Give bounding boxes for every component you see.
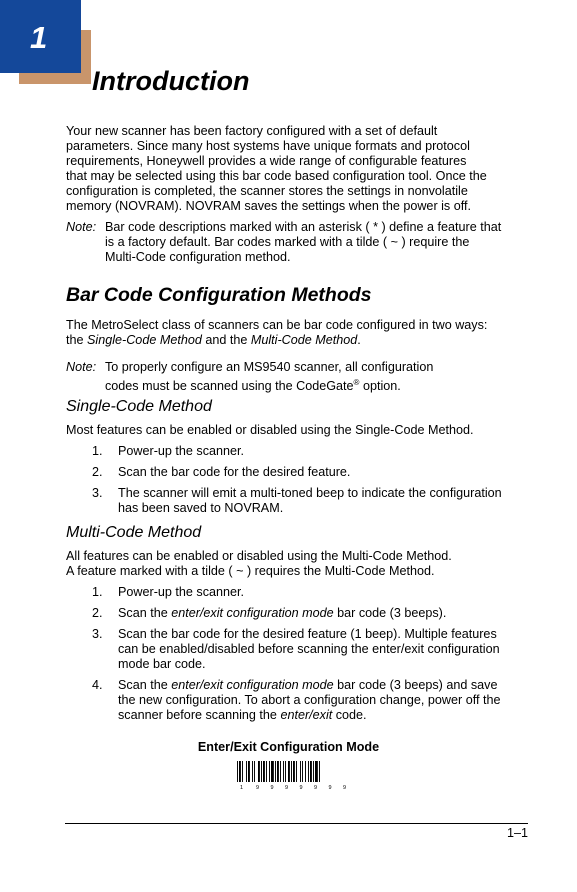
barcode-bar	[239, 761, 241, 782]
step-number: 1.	[92, 585, 103, 599]
barcode-bar	[293, 761, 295, 782]
barcode-bar	[300, 761, 301, 782]
section-intro-line: The MetroSelect class of scanners can be bar code configured in two ways:	[66, 318, 488, 332]
barcode-digit: 9	[314, 785, 318, 790]
step-line: Scan the enter/exit configuration mode bar code (3 beeps) and save	[118, 678, 498, 692]
barcode-bar	[288, 761, 290, 782]
barcode-bar	[296, 761, 297, 782]
single-code-intro: Most features can be enabled or disabled using the Single-Code Method.	[66, 423, 474, 437]
step-number: 1.	[92, 444, 103, 458]
barcode-bar	[237, 761, 238, 782]
note-line: To properly configure an MS9540 scanner, all configuration	[105, 360, 434, 374]
step-number: 4.	[92, 678, 103, 692]
step-text: Power-up the scanner.	[118, 444, 245, 458]
enter-exit-emphasis: enter/exit configuration mode	[171, 606, 334, 620]
barcode-bar	[305, 761, 306, 782]
barcode-bar	[269, 761, 270, 782]
list-item	[92, 486, 532, 516]
page-number: 1–1	[506, 826, 528, 840]
barcode-bar	[266, 761, 267, 782]
chapter-title: Introduction	[92, 66, 250, 96]
barcode-bar	[310, 761, 312, 782]
barcode-bar	[283, 761, 284, 782]
barcode-bar	[285, 761, 286, 782]
step-line: mode bar code.	[118, 657, 206, 671]
note-text	[105, 220, 536, 265]
multi-intro-line: A feature marked with a tilde ( ~ ) requires the Multi-Code Method.	[66, 564, 435, 578]
barcode-bar	[275, 761, 276, 782]
barcode-digit: 9	[256, 785, 260, 790]
footer-rule	[65, 823, 528, 824]
step-text	[118, 486, 532, 516]
barcode-bar	[315, 761, 318, 782]
note-line: Multi-Code configuration method.	[105, 250, 291, 264]
barcode-bar	[258, 761, 260, 782]
single-code-heading: Single-Code Method	[66, 398, 212, 415]
list-item	[92, 465, 532, 480]
note-codegate	[66, 360, 536, 394]
barcode-bar	[252, 761, 253, 782]
barcode-bar	[261, 761, 262, 782]
list-item	[92, 585, 532, 600]
note-line: is a factory default. Bar codes marked with a tilde ( ~ ) require the	[105, 235, 470, 249]
step-number: 2.	[92, 606, 103, 620]
barcode-bar	[308, 761, 309, 782]
step-number: 3.	[92, 627, 103, 641]
enter-exit-barcode[interactable]	[236, 761, 357, 790]
multi-code-heading: Multi-Code Method	[66, 524, 202, 541]
note-label: Note:	[66, 220, 97, 234]
section-heading: Bar Code Configuration Methods	[66, 284, 372, 306]
intro-line: that may be selected using this bar code based configuration tool. Once the	[66, 169, 487, 183]
barcode-bar	[277, 761, 279, 782]
section-intro-line: the Single-Code Method and the Multi-Code Method.	[66, 333, 361, 347]
barcode-bar	[248, 761, 250, 782]
single-code-method-emphasis: Single-Code Method	[87, 333, 202, 347]
step-text: Power-up the scanner.	[118, 585, 245, 599]
barcode-bar	[302, 761, 303, 782]
list-item	[92, 444, 532, 459]
registered-mark: ®	[353, 378, 360, 387]
note-line: Bar code descriptions marked with an asterisk ( * ) define a feature that	[105, 220, 502, 234]
barcode-start-digit: 1	[240, 785, 244, 790]
step-text	[118, 678, 532, 723]
barcode-digit: 9	[299, 785, 303, 790]
enter-exit-emphasis: enter/exit	[280, 708, 333, 722]
step-line: The scanner will emit a multi-toned beep to indicate the configuration	[118, 486, 502, 500]
step-text: Scan the bar code for the desired feature.	[118, 465, 351, 479]
barcode-bar	[291, 761, 292, 782]
note-line: codes must be scanned using the CodeGate® option.	[105, 378, 401, 394]
barcode-bar	[313, 761, 314, 782]
barcode-bar	[242, 761, 243, 782]
step-line: scanner before scanning the enter/exit code.	[118, 708, 367, 722]
list-item	[92, 606, 532, 621]
intro-paragraph	[66, 124, 536, 214]
multi-code-intro	[66, 549, 536, 579]
list-item	[92, 678, 532, 723]
intro-line: configuration is completed, the scanner stores the settings in nonvolatile	[66, 184, 468, 198]
note-label: Note:	[66, 360, 97, 374]
intro-line: Your new scanner has been factory configured with a set of default	[66, 124, 438, 138]
barcode-bar	[246, 761, 247, 782]
barcode-digit: 9	[270, 785, 274, 790]
barcode-title: Enter/Exit Configuration Mode	[197, 740, 380, 754]
intro-line: memory (NOVRAM). NOVRAM saves the settings when the power is off.	[66, 199, 471, 213]
barcode-bar	[263, 761, 265, 782]
step-number: 3.	[92, 486, 103, 500]
step-text: Scan the enter/exit configuration mode bar code (3 beeps).	[118, 606, 447, 620]
step-line: the new configuration. To abort a configuration change, power off the	[118, 693, 501, 707]
note-asterisk-tilde	[66, 220, 536, 265]
chapter-number: 1	[30, 20, 48, 55]
step-text	[118, 627, 532, 672]
note-text	[105, 360, 536, 394]
enter-exit-emphasis: enter/exit configuration mode	[171, 678, 334, 692]
barcode-bar	[280, 761, 281, 782]
barcode-digit: 9	[343, 785, 347, 790]
multi-intro-line: All features can be enabled or disabled using the Multi-Code Method.	[66, 549, 452, 563]
barcode-bar	[319, 761, 320, 782]
barcode-bar	[271, 761, 274, 782]
intro-line: parameters. Since many host systems have unique formats and protocol	[66, 139, 470, 153]
step-number: 2.	[92, 465, 103, 479]
step-line: Scan the bar code for the desired feature (1 beep). Multiple features	[118, 627, 497, 641]
intro-line: requirements, Honeywell provides a wide range of configurable features	[66, 154, 467, 168]
step-line: has been saved to NOVRAM.	[118, 501, 284, 515]
chapter-tab	[0, 0, 81, 73]
barcode-digit: 9	[285, 785, 289, 790]
multi-code-method-emphasis: Multi-Code Method	[250, 333, 358, 347]
step-line: can be enabled/disabled before scanning the enter/exit configuration	[118, 642, 500, 656]
barcode-digit: 9	[328, 785, 332, 790]
list-item	[92, 627, 532, 672]
barcode-bar	[254, 761, 255, 782]
section-intro	[66, 318, 536, 348]
